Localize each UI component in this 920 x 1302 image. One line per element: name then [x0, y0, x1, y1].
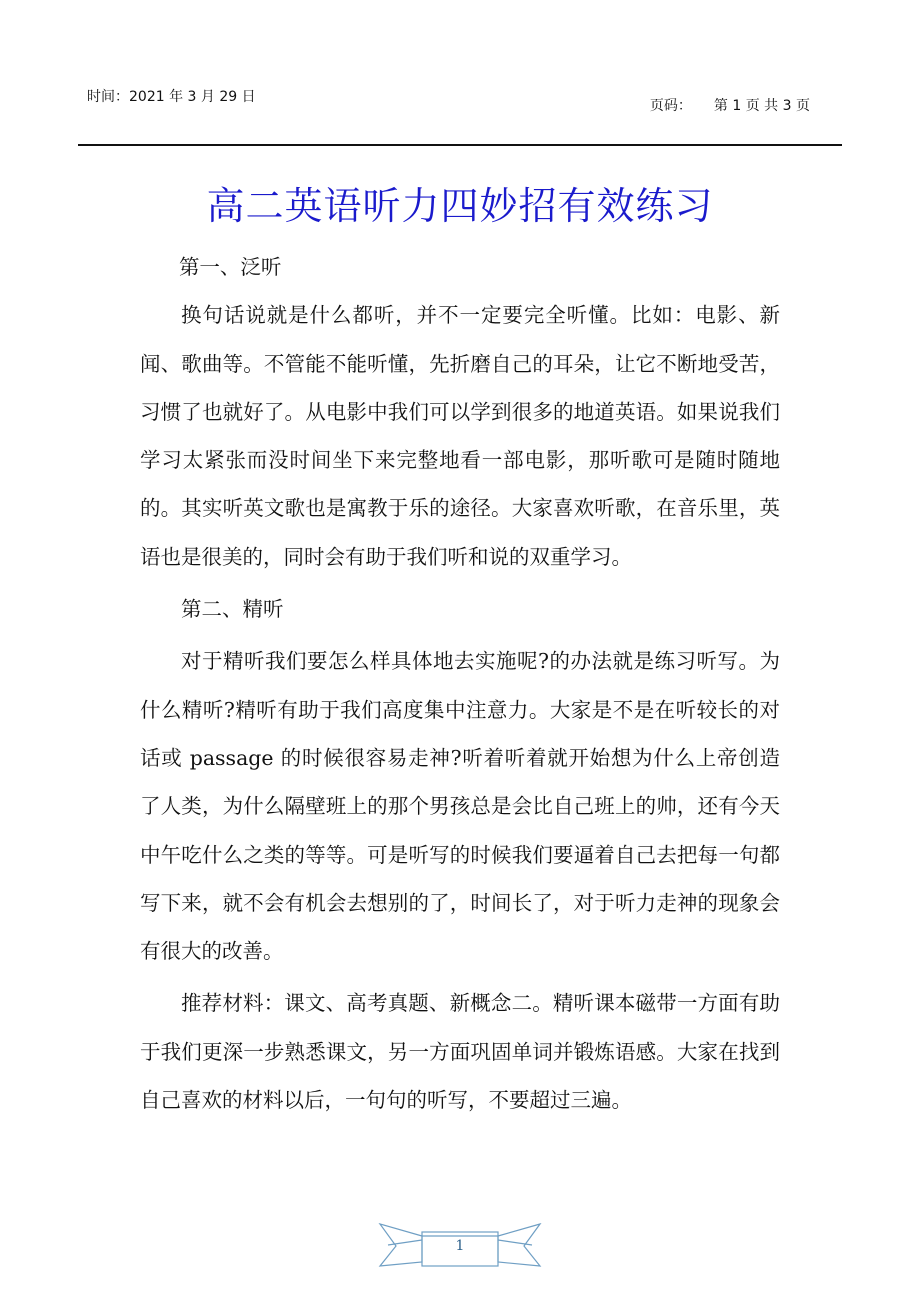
- page-number: 1: [455, 1238, 465, 1254]
- header-date: 时间：2021 年 3 月 29 日: [87, 89, 256, 105]
- paragraph-2: 对于精听我们要怎么样具体地去实施呢?的办法就是练习听写。为什么精听?精听有助于我们高度集中注意力。大家是不是在听较长的对话或 passage 的时候很容易走神?听着听着就开始想为什么上帝创造了人类，为什么隔壁班上的那个男孩总是会比自己班上的帅，还有今天中午吃什么之类的等等。可是听写的时候我们要逼着自己去把每一句都写下来，就不会有机会去想别的了，时间长了，对于听力走神的现象会有很大的改善。: [140, 649, 780, 964]
- document-title: 高二英语听力四妙招有效练习: [206, 184, 714, 228]
- section-heading-2: 第二、精听: [181, 597, 284, 622]
- page-label: 页码：: [649, 98, 692, 114]
- header-divider: [78, 144, 842, 146]
- paragraph-3: 推荐材料：课文、高考真题、新概念二。精听课本磁带一方面有助于我们更深一步熟悉课文，另一方面巩固单词并锻炼语感。大家在找到自己喜欢的材料以后，一句句的听写，不要超过三遍。: [140, 991, 780, 1113]
- document-body: [140, 243, 780, 1124]
- page-count: 第 1 页 共 3 页: [713, 98, 810, 114]
- header-page-info: [650, 97, 810, 116]
- section-heading-1: 第一、泛听: [178, 255, 282, 279]
- page-footer: [378, 1220, 542, 1270]
- paragraph-1: 换句话说就是什么都听，并不一定要完全听懂。比如：电影、新闻、歌曲等。不管能不能听懂，先折磨自己的耳朵，让它不断地受苦，习惯了也就好了。从电影中我们可以学到很多的地道英语。如果说我们学习太紧张而没时间坐下来完整地看一部电影，那听歌可是随时随地的。其实听英文歌也是寓教于乐的途径。大家喜欢听歌，在音乐里，英语也是很美的，同时会有助于我们听和说的双重学习。: [140, 303, 780, 569]
